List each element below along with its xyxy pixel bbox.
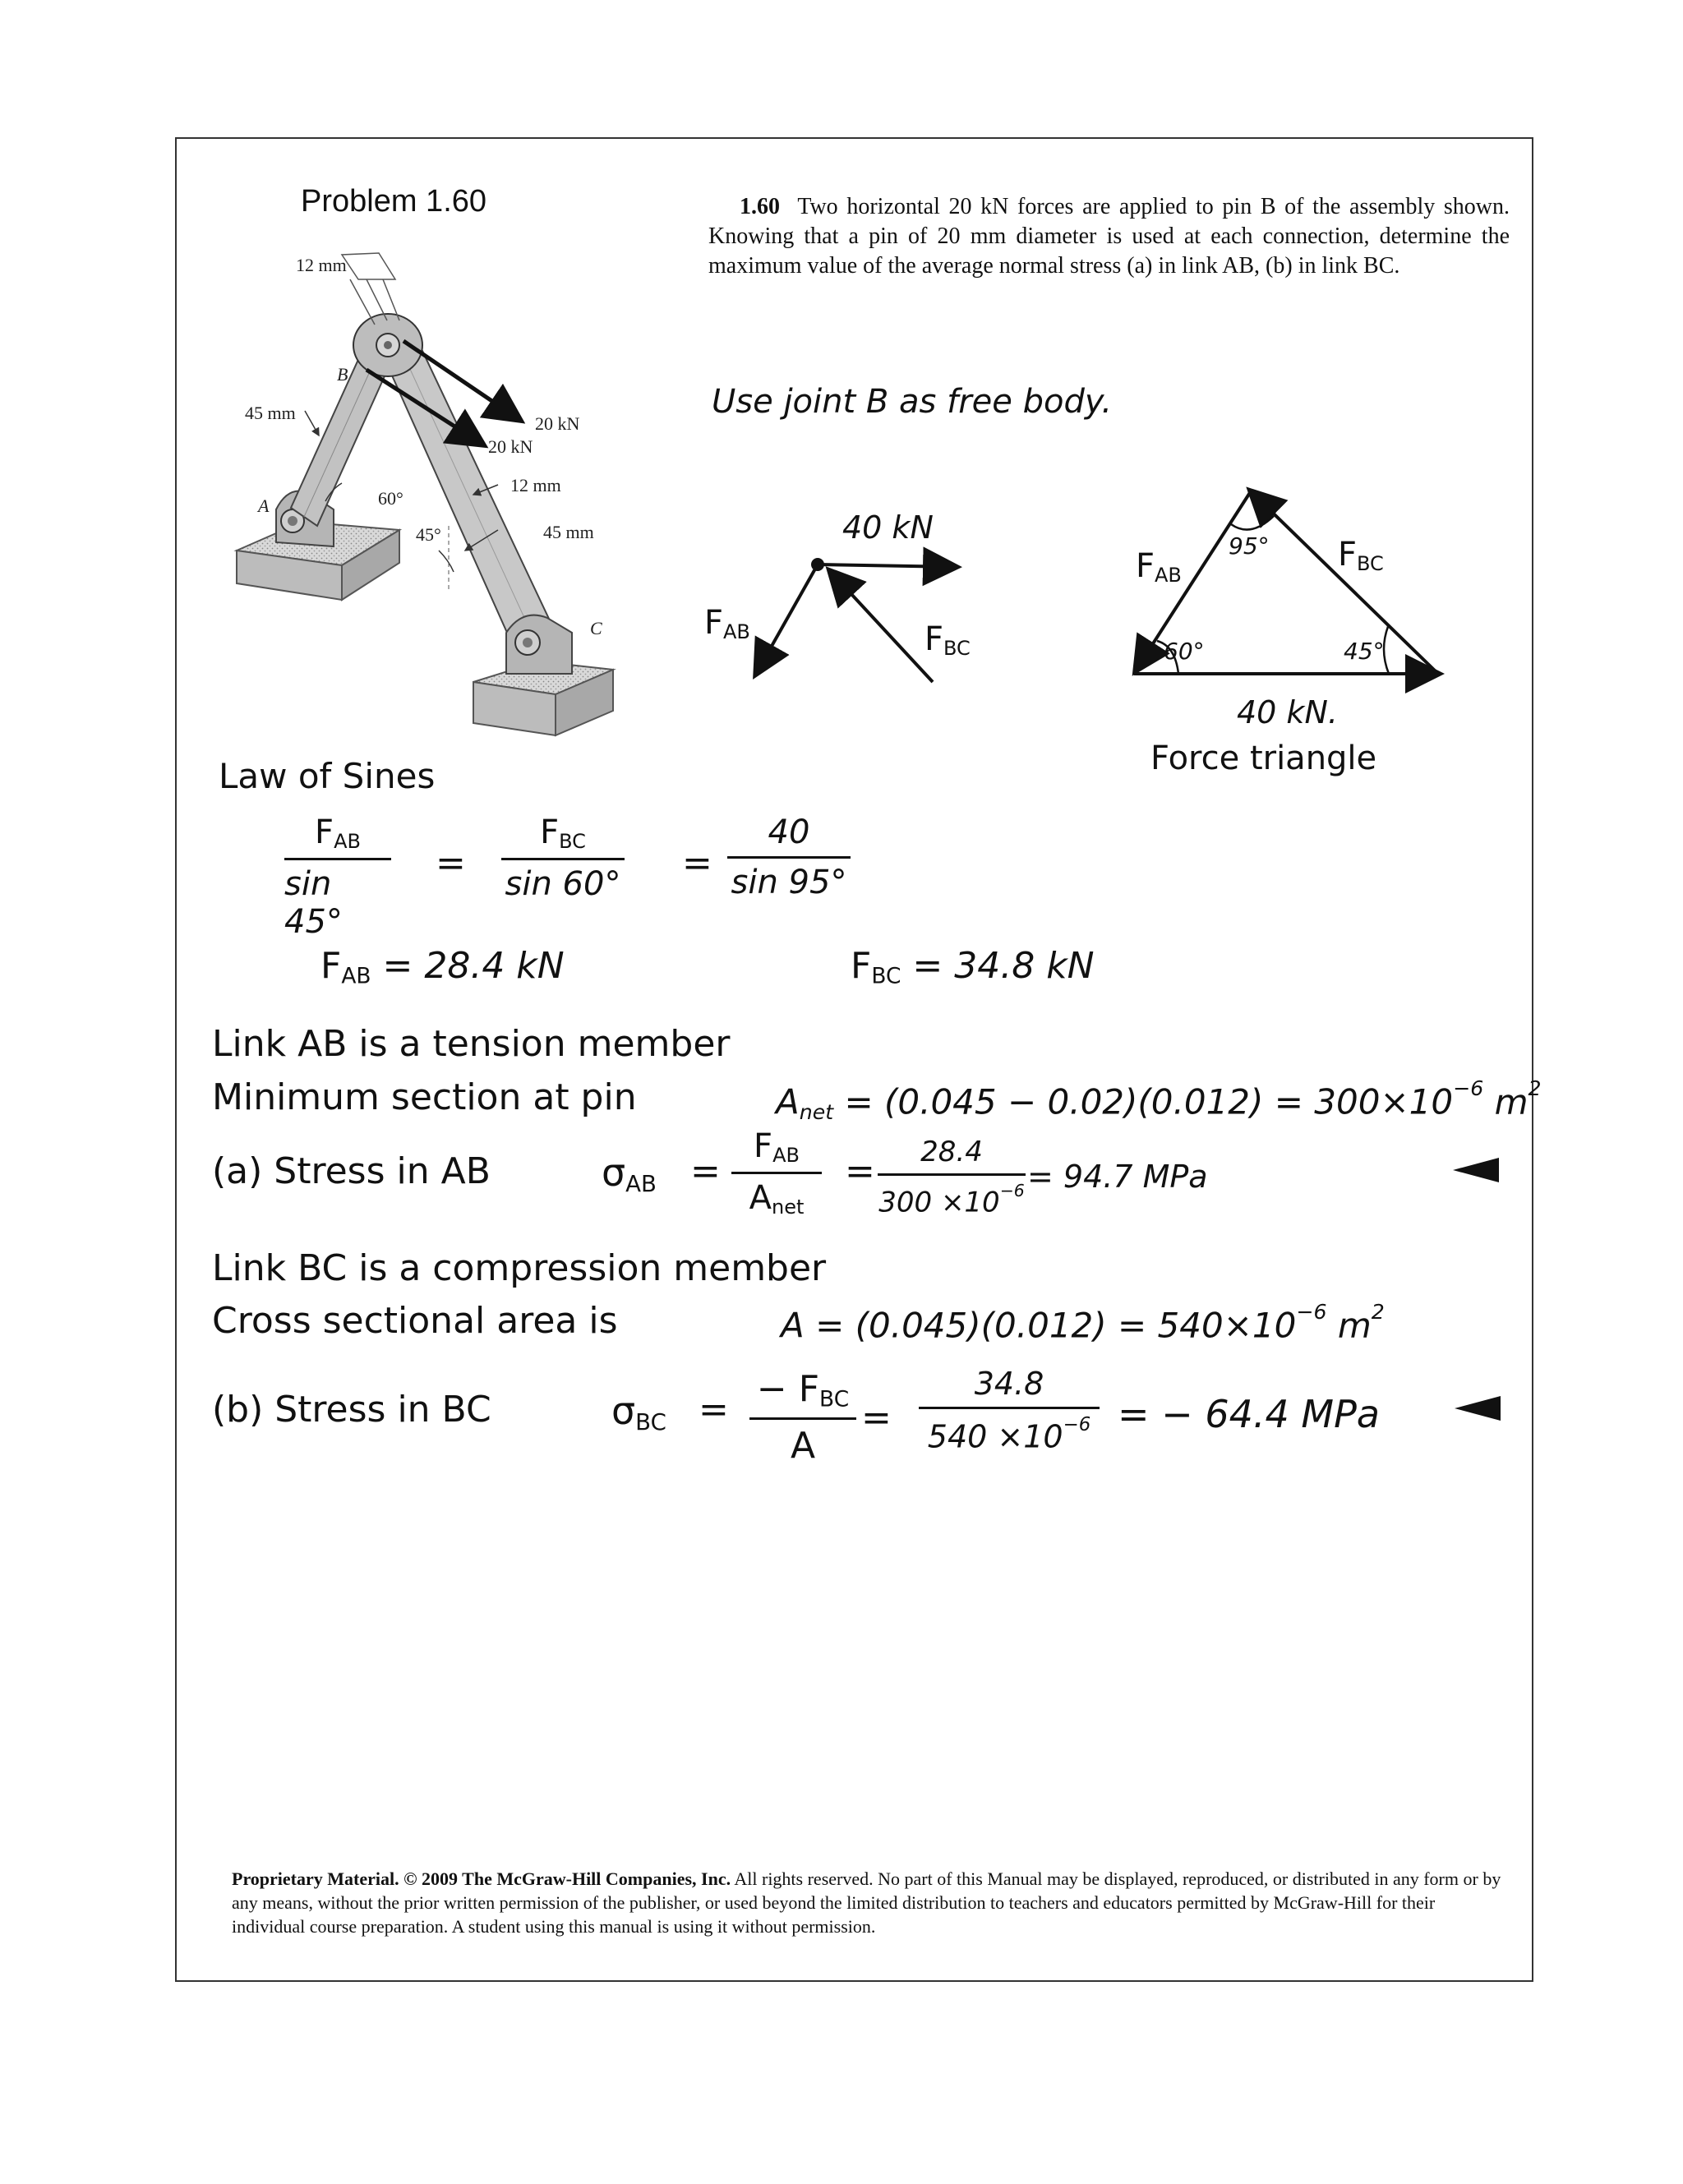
force-triangle-drawing — [1118, 477, 1463, 698]
anet-equation: $A_{net} = (0.045 - 0.02)(0.012) = 300\times 10^{-6}$ $m^2$ — [776, 1076, 1542, 1124]
problem-statement — [708, 192, 1510, 281]
copyright-bold: Proprietary Material. © 2009 The McGraw-Hill Companies, Inc. — [232, 1868, 731, 1889]
part-b-fraction-numeric: 34.8 $540 \times 10^{-6}$ — [919, 1366, 1100, 1455]
part-a-label: (a) Stress in AB — [212, 1150, 491, 1192]
part-a-fraction-numeric: 28.4 $300 \times 10^{-6}$ — [878, 1136, 1025, 1219]
sines-fraction-bc: $F_{BC}$ sin 60° — [501, 813, 625, 903]
force-label-2: 20 kN — [488, 436, 533, 457]
dim-12mm-right: 12 mm — [510, 475, 561, 495]
part-a-eq-sign: = — [690, 1150, 721, 1192]
part-b-line2: Cross sectional area is — [212, 1300, 618, 1342]
fbd-fbc-label: $F_{BC}$ — [924, 620, 971, 660]
assembly-figure — [227, 247, 654, 748]
eq-sign-1: = — [436, 842, 466, 884]
force-label-1: 20 kN — [535, 413, 580, 434]
force-triangle — [1118, 477, 1463, 789]
triangle-base-label: 40 kN. — [1237, 694, 1338, 730]
label-a: A — [258, 495, 270, 516]
label-b: B — [337, 364, 348, 385]
part-b-label: (b) Stress in BC — [212, 1389, 491, 1431]
dim-45mm-right: 45 mm — [543, 522, 594, 542]
sigma-ab: $\sigma_{AB}$ — [602, 1150, 657, 1197]
copyright-footer — [232, 1867, 1504, 1938]
part-a-fraction-symbolic: $F_{AB}$ $A_{net}$ — [731, 1127, 822, 1219]
part-b-result: = − 64.4 MPa — [1118, 1392, 1380, 1436]
angle-45: 45° — [416, 524, 441, 545]
sines-fraction-load: 40 sin 95° — [727, 813, 851, 901]
fbd-fab-label: $F_{AB}$ — [704, 604, 750, 643]
answer-marker-b — [1455, 1394, 1502, 1422]
triangle-angle-top: 95° — [1229, 532, 1270, 560]
eq-sign-2: = — [682, 842, 712, 884]
assembly-drawing — [227, 247, 654, 748]
free-body-diagram — [694, 509, 990, 707]
triangle-fbc-label: $F_{BC}$ — [1338, 536, 1384, 575]
part-a-line1: Link AB is a tension member — [212, 1023, 731, 1065]
fbd-load-label: 40 kN — [842, 509, 934, 546]
angle-60: 60° — [378, 488, 403, 509]
result-fbc: $F_{BC} = 34.8$ kN — [851, 945, 1095, 989]
dim-12mm-top: 12 mm — [296, 255, 347, 275]
triangle-fab-label: $F_{AB}$ — [1136, 547, 1182, 587]
area-equation: $A = (0.045)(0.012) = 540\times 10^{-6}$ $m^2$ — [781, 1300, 1385, 1346]
part-a-line2: Minimum section at pin — [212, 1076, 637, 1118]
law-of-sines-heading: Law of Sines — [219, 756, 436, 796]
part-b-fraction-symbolic: − $F_{BC}$ A — [749, 1368, 856, 1467]
triangle-angle-right: 45° — [1344, 638, 1385, 665]
part-b-line1: Link BC is a compression member — [212, 1247, 827, 1289]
copyright-text: All rights reserved. No part of this Manual may be displayed, reproduced, or distributed in any form or by any means, without the prior written permission of the publisher, or used beyond the limited distribution to teachers and educators permitted by McGraw-Hill for their individual course preparation. A student using this manual is using it without permission. — [232, 1868, 1501, 1937]
part-a-eq-sign-2: = — [845, 1150, 875, 1192]
answer-marker-a — [1453, 1156, 1501, 1184]
problem-text: Two horizontal 20 kN forces are applied to pin B of the assembly shown. Knowing that a pin of 20 mm diameter is used at each connection, determine the maximum value of the average normal stress (a) in link AB, (b) in link BC. — [708, 194, 1510, 279]
label-c: C — [590, 618, 602, 638]
free-body-note: Use joint B as free body. — [712, 383, 1113, 421]
dim-45mm-left: 45 mm — [245, 403, 296, 423]
triangle-caption: Force triangle — [1150, 740, 1377, 777]
part-a-result: = 94.7 MPa — [1027, 1159, 1208, 1195]
sigma-bc: $\sigma_{BC}$ — [611, 1389, 666, 1435]
part-b-eq-sign-2: = — [861, 1397, 892, 1439]
triangle-angle-left: 60° — [1164, 638, 1205, 665]
result-fab: $F_{AB} = 28.4$ kN — [320, 945, 565, 989]
problem-title: Problem 1.60 — [301, 184, 487, 219]
part-b-eq-sign: = — [699, 1389, 729, 1431]
problem-number: 1.60 — [740, 194, 780, 219]
sines-fraction-ab: $F_{AB}$ sin 45° — [284, 813, 391, 941]
